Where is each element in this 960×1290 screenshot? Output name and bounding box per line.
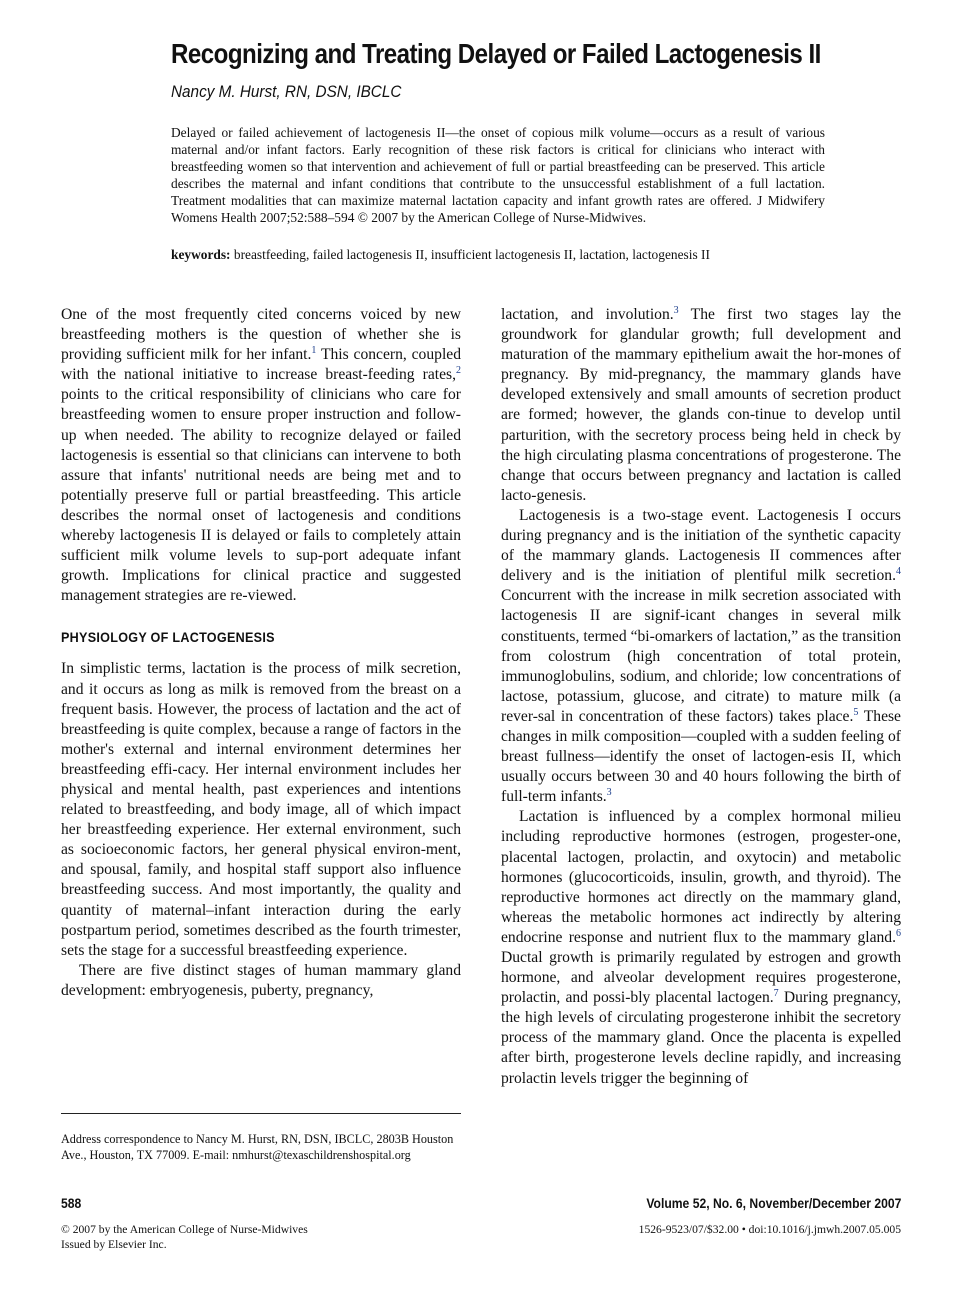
doi-line: 1526-9523/07/$32.00 • doi:10.1016/j.jmwh.2007.05.005 [638,1223,901,1236]
article-title: Recognizing and Treating Delayed or Failed Lactogenesis II [171,38,821,69]
journal-volume-info: Volume 52, No. 6, November/December 2007 [645,1196,901,1211]
body-paragraph: In simplistic terms, lactation is the process of milk secretion, and it occurs as long as milk is removed from the breast on a frequent basis. However, the process of lactation and the act of breastfeeding is quite complex, because a range of factors in the mother's external and internal environment determines her breastfeeding effi-cacy. Her internal environment includes her physical and mental health, past experiences and intentions related to breastfeeding, and body image, all of which impact her breastfeeding experience. Her external environment, such as socioeconomic factors, her general physical environ-ment, and spousal, family, and hospital staff support also influence breastfeeding success. And most importantly, the quality and quantity of maternal–infant interaction during the early postpartum period, sometimes described as the fourth trimester, sets the stage for a successful breastfeeding experience. [61,660,461,959]
keywords-list: breastfeeding, failed lactogenesis II, insufficient lactogenesis II, lactation, lactogenesis II [233,247,710,262]
reference-link[interactable]: 2 [456,365,461,377]
section-heading: PHYSIOLOGY OF LACTOGENESIS [61,629,275,646]
reference-link[interactable]: 1 [311,345,317,357]
reference-link[interactable]: 5 [853,706,859,718]
reference-link[interactable]: 7 [773,988,779,1000]
body-paragraph: There are five distinct stages of human mammary gland development: embryogenesis, puberty, pregnancy, [61,961,461,999]
reference-link[interactable]: 4 [896,566,901,578]
correspondence-footnote: Address correspondence to Nancy M. Hurst, RN, DSN, IBCLC, 2803B Houston Ave., Houston, TX 77009. E-mail: nmhurst@texaschildrenshospital.org [61,1132,454,1162]
reference-link[interactable]: 3 [673,305,679,316]
body-paragraph: Lactation is influenced by a complex hormonal milieu including reproductive hormones (estrogen, progester-one, placental lactogen, prolactin, and oxytocin) and metabolic hormones (glucocorticoids, insulin, growth, and thyroid). The reproductive hormones act directly on the mammary gland, whereas the metabolic hormones act indirectly by altering endocrine response and nutrient flux to the mammary gland.$^6$ Ductal growth is primarily regulated by estrogen and growth hormone, and alveolar development requires progesterone, prolactin, and possi-bly placental lactogen.$^7$ During pregnancy, the high levels of circulating progesterone inhibit the secretory process of the mammary gland. Once the placenta is expelled after birth, progesterone levels decline rapidly, and increasing prolactin levels trigger the beginning of [501,808,901,1087]
abstract: Delayed or failed achievement of lactogenesis II—the onset of copious milk volume—occurs as a result of various maternal and/or infant factors. Early recognition of these risk factors is critical for clinicians who interact with breastfeeding women so that intervention and achievement of full or partial breastfeeding can be preserved. This article describes the maternal and infant conditions that contribute to the unsuccessful establishment of a full lactation. Treatment modalities that can maximize maternal lactation capacity and infant growth rates are offered. J Midwifery Womens Health 2007;52:588–594 © 2007 by the American College of Nurse-Midwives. [171,125,825,225]
left-column [61,305,461,1001]
intro-paragraph: One of the most frequently cited concerns voiced by new breastfeeding mothers is the question of whether she is providing sufficient milk for her infant.$^1$ This concern, coupled with the national initiative to increase breast-feeding rates,$^2$ points to the critical responsibility of clinicians who care for breastfeeding women to ensure proper instruction and follow-up when needed. The ability to recognize delayed or failed lactogenesis is essential so that clinicians can intervene to both assure that infants' nutritional needs are being met and to potentially preserve full or partial breastfeeding. This article describes the normal onset of lactogenesis and conditions whereby lactogenesis II is delayed or fails to completely attain sufficient milk volume levels to sup-port adequate infant growth. Implications for clinical practice and suggested management strategies are re-viewed. [61,306,461,605]
publisher-line: Issued by Elsevier Inc. [61,1238,167,1251]
page-number: 588 [61,1196,82,1211]
right-column [501,305,901,1089]
body-paragraph: Lactogenesis is a two-stage event. Lactogenesis I occurs during pregnancy and is the initiation of the synthetic capacity of the mammary glands. Lactogenesis II commences after delivery and is the initiation of plentiful milk secretion.$^4$ Concurrent with the increase in milk secretion associated with lactogenesis II are signif-icant changes in several milk constituents, termed “bi-omarkers of lactation,” as the transition from colostrum (high concentration of total protein, immunoglobulins, sodium, and chloride; low concentrations of lactose, potassium, glucose, and citrate) to mature milk (a rever-sal in concentration of these factors) takes place.$^5$ These changes in milk composition—coupled with a sudden feeling of breast fullness—identify the onset of lactogen-esis II, which usually occurs between 30 and 40 hours following the birth of full-term infants.$^3$ [501,506,901,806]
keywords [171,246,825,263]
body-paragraph: lactation, and involution.$^3$ The first two stages lay the groundwork for glandular growth; full development and maturation of the mammary epithelium await the hor-mones of pregnancy. By mid-pregnancy, the mammary glands have developed extensively and small amounts of secretion product are formed; however, the glands con-tinue to develop until parturition, with the secretory process being held in check by the high circulating plasma concentrations of progesterone. The change that occurs between pregnancy and lactation is called lacto-genesis. [501,305,901,504]
copyright-notice [61,1222,308,1252]
copyright-line: © 2007 by the American College of Nurse-Midwives [61,1223,308,1236]
keywords-label: keywords: [171,247,231,262]
article-author: Nancy M. Hurst, RN, DSN, IBCLC [171,82,402,101]
footnote-divider [61,1113,461,1114]
reference-link[interactable]: 3 [606,787,612,799]
reference-link[interactable]: 6 [896,927,901,939]
